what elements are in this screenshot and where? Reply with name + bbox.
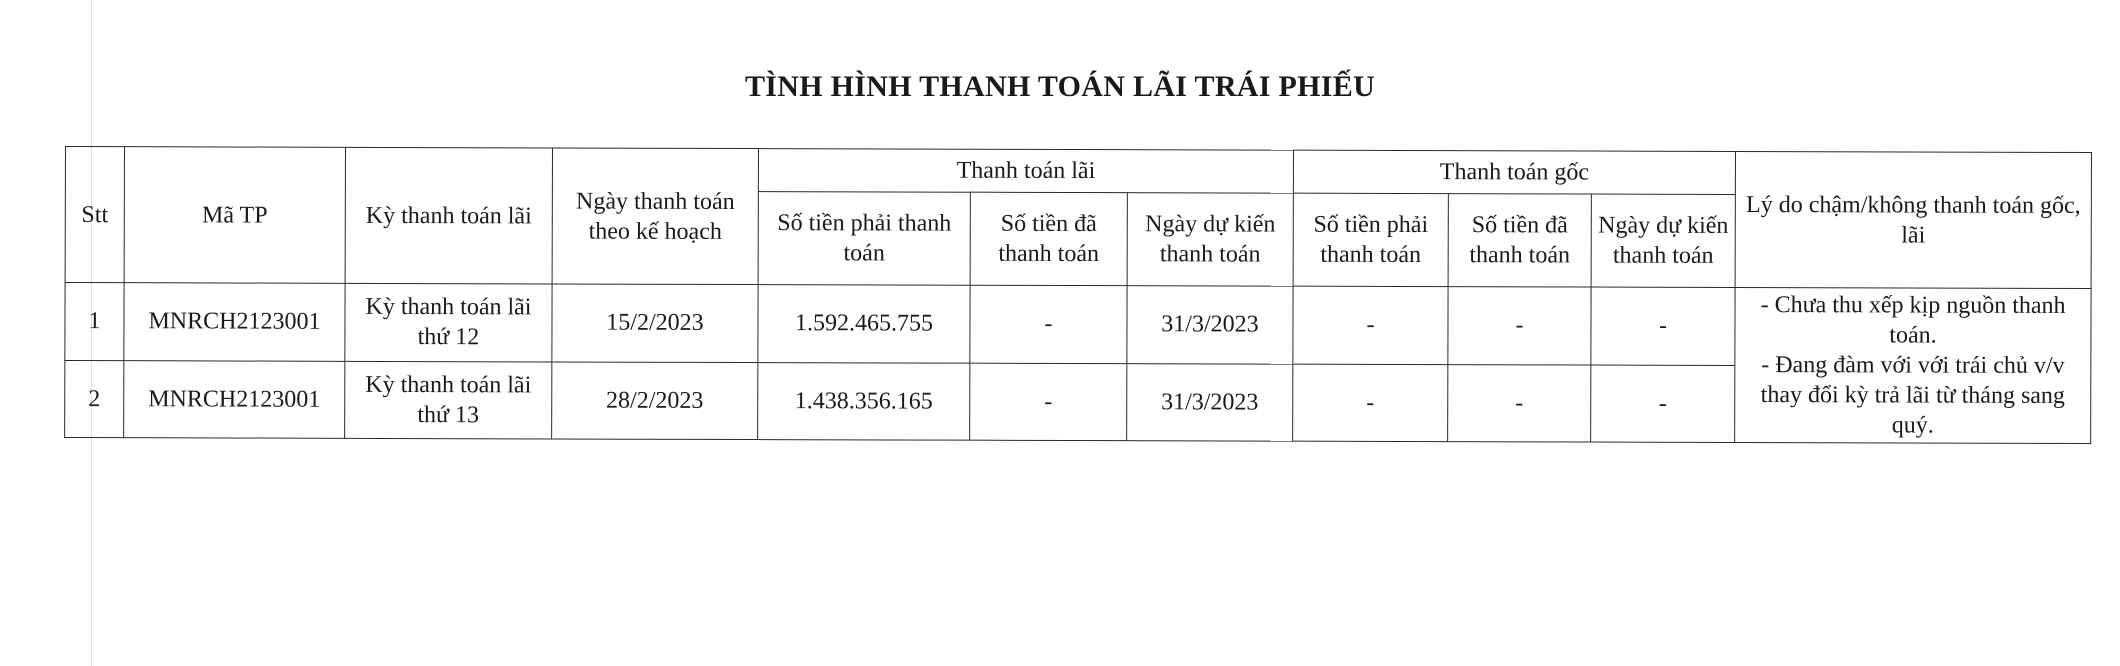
cell-lai-so-tien-phai: 1.592.465.755: [758, 285, 970, 363]
header-ky-thanh-toan: Kỳ thanh toán lãi: [345, 147, 552, 284]
cell-lai-ngay-du-kien: 31/3/2023: [1127, 286, 1293, 364]
cell-ky-thanh-toan: Kỳ thanh toán lãi thứ 13: [345, 361, 552, 439]
table-row: [65, 283, 2091, 367]
header-lai-ngay-du-kien: Ngày dự kiến thanh toán: [1127, 193, 1293, 286]
header-ly-do: Lý do chậm/không thanh toán gốc, lãi: [1735, 151, 2091, 288]
cell-goc-ngay-du-kien: -: [1591, 287, 1735, 365]
cell-ngay-ke-hoach: 15/2/2023: [552, 284, 758, 362]
reason-line-2: - Đang đàm với với trái chủ v/v thay đổi kỳ trả lãi từ tháng sang quý.: [1760, 352, 2065, 439]
header-goc-so-tien-phai: Số tiền phải thanh toán: [1293, 193, 1448, 286]
cell-stt: 2: [65, 360, 124, 438]
cell-goc-so-tien-phai: -: [1293, 286, 1448, 364]
header-lai-so-tien-phai: Số tiền phải thanh toán: [758, 192, 970, 286]
cell-ly-do: [1735, 287, 2091, 443]
header-stt: Stt: [65, 147, 124, 283]
cell-goc-so-tien-phai: -: [1293, 364, 1448, 442]
cell-ma-tp: MNRCH2123001: [124, 360, 345, 438]
header-row-group: [65, 147, 2091, 196]
cell-ky-thanh-toan: Kỳ thanh toán lãi thứ 12: [345, 283, 552, 361]
header-goc-so-tien-da: Số tiền đã thanh toán: [1448, 194, 1591, 287]
cell-lai-so-tien-da: -: [970, 285, 1127, 363]
cell-stt: 1: [65, 283, 124, 361]
cell-goc-so-tien-da: -: [1448, 287, 1591, 365]
bond-interest-table: [64, 146, 2092, 444]
header-ma-tp: Mã TP: [124, 147, 345, 284]
cell-lai-ngay-du-kien: 31/3/2023: [1127, 363, 1293, 441]
cell-goc-ngay-du-kien: -: [1591, 365, 1735, 443]
cell-ngay-ke-hoach: 28/2/2023: [552, 361, 758, 439]
header-group-thanh-toan-goc: Thanh toán gốc: [1293, 150, 1735, 194]
document-title: TÌNH HÌNH THANH TOÁN LÃI TRÁI PHIẾU: [744, 70, 1376, 103]
header-goc-ngay-du-kien: Ngày dự kiến thanh toán: [1591, 194, 1735, 287]
cell-goc-so-tien-da: -: [1448, 364, 1591, 442]
reason-line-1: - Chưa thu xếp kịp nguồn thanh toán.: [1760, 292, 2066, 349]
cell-ma-tp: MNRCH2123001: [124, 283, 345, 361]
cell-lai-so-tien-phai: 1.438.356.165: [758, 362, 970, 440]
header-ngay-ke-hoach: Ngày thanh toán theo kế hoạch: [552, 148, 758, 285]
cell-lai-so-tien-da: -: [970, 363, 1127, 441]
header-group-thanh-toan-lai: Thanh toán lãi: [758, 149, 1293, 194]
header-lai-so-tien-da: Số tiền đã thanh toán: [970, 192, 1127, 285]
